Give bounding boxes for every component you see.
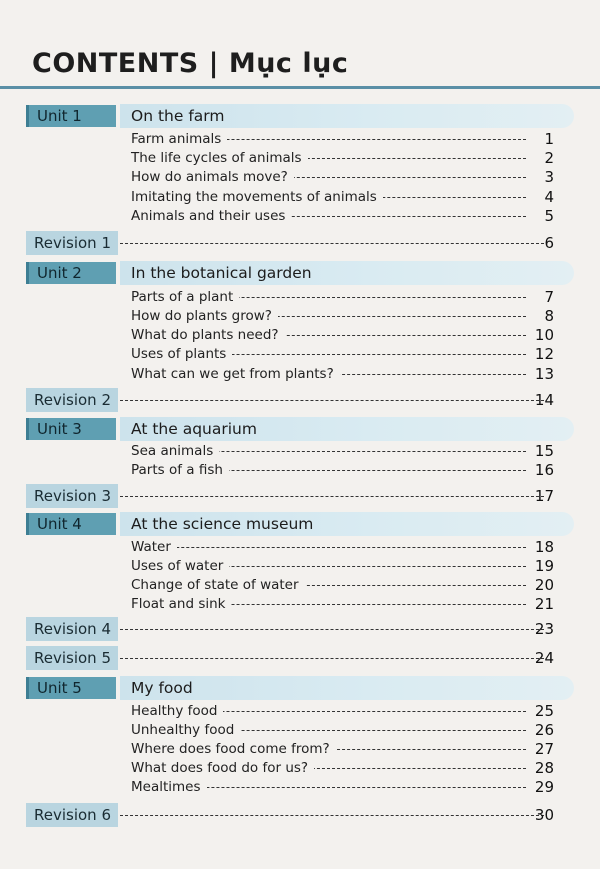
entry-label: Sea animals [131,441,219,461]
unit-badge: Unit 3 [26,418,116,440]
dash-leader [120,815,544,816]
entry-label: Healthy food [131,701,223,721]
toc-entry[interactable] [131,758,554,778]
unit-badge: Unit 5 [26,677,116,699]
entry-label: What does food do for us? [131,758,314,778]
revision-badge: Revision 2 [26,388,118,412]
revision-badge: Revision 6 [26,803,118,827]
entry-label: Animals and their uses [131,206,291,226]
entry-page: 7 [544,288,554,306]
entry-page: 10 [534,326,554,344]
entry-label: Imitating the movements of animals [131,187,383,207]
revision-row[interactable] [0,388,600,412]
entry-label: What do plants need? [131,325,285,345]
revision-page: 6 [544,234,554,252]
entry-page: 15 [534,442,554,460]
revision-row[interactable] [0,646,600,670]
entry-label: Change of state of water [131,575,305,595]
entry-page: 16 [534,461,554,479]
toc-entry[interactable] [131,187,554,207]
entry-label: Farm animals [131,129,227,149]
revision-badge: Revision 4 [26,617,118,641]
entry-page: 29 [534,778,554,796]
toc-entry[interactable] [131,441,554,461]
entry-label: Uses of plants [131,344,232,364]
title-rule [0,86,600,89]
entry-label: Parts of a fish [131,460,229,480]
entry-page: 25 [534,702,554,720]
unit-badge: Unit 2 [26,262,116,284]
entry-page: 19 [534,557,554,575]
toc-entry[interactable] [131,206,554,226]
toc-entry[interactable] [131,344,554,364]
toc-entry[interactable] [131,148,554,168]
toc-entry[interactable] [131,460,554,480]
toc-entry[interactable] [131,575,554,595]
toc-entry[interactable] [131,739,554,759]
revision-row[interactable] [0,617,600,641]
revision-page: 24 [534,649,554,667]
toc-entry[interactable] [131,777,554,797]
entry-page: 8 [544,307,554,325]
revision-page: 14 [534,391,554,409]
revision-row[interactable] [0,484,600,508]
entry-label: What can we get from plants? [131,364,340,384]
entry-page: 18 [534,538,554,556]
entry-page: 21 [534,595,554,613]
revision-badge: Revision 1 [26,231,118,255]
toc-entry[interactable] [131,594,554,614]
unit-title: At the aquarium [131,420,257,438]
revision-badge: Revision 5 [26,646,118,670]
entry-page: 5 [544,207,554,225]
entry-page: 4 [544,188,554,206]
entry-label: Where does food come from? [131,739,336,759]
toc-entry[interactable] [131,129,554,149]
toc-entry[interactable] [131,556,554,576]
unit-title: My food [131,679,193,697]
revision-row[interactable] [0,231,600,255]
unit-title: In the botanical garden [131,264,312,282]
unit-title: At the science museum [131,515,314,533]
entry-label: Water [131,537,177,557]
entry-page: 3 [544,168,554,186]
toc-entry[interactable] [131,364,554,384]
entry-label: Float and sink [131,594,231,614]
entry-page: 2 [544,149,554,167]
unit-badge: Unit 4 [26,513,116,535]
dash-leader [120,243,544,244]
dash-leader [120,496,544,497]
dash-leader [120,629,544,630]
toc-entry[interactable] [131,325,554,345]
entry-label: Parts of a plant [131,287,239,307]
toc-entry[interactable] [131,287,554,307]
entry-label: How do plants grow? [131,306,278,326]
unit-title: On the farm [131,107,225,125]
page-title: CONTENTS | Mục lục [32,48,349,79]
entry-page: 20 [534,576,554,594]
revision-row[interactable] [0,803,600,827]
entry-label: Uses of water [131,556,229,576]
entry-page: 27 [534,740,554,758]
entry-label: The life cycles of animals [131,148,308,168]
entry-label: Mealtimes [131,777,207,797]
entry-page: 1 [544,130,554,148]
toc-entry[interactable] [131,720,554,740]
entry-label: How do animals move? [131,167,294,187]
entry-page: 12 [534,345,554,363]
toc-entry[interactable] [131,306,554,326]
toc-entry[interactable] [131,167,554,187]
revision-badge: Revision 3 [26,484,118,508]
entry-label: Unhealthy food [131,720,240,740]
entry-page: 13 [534,365,554,383]
entry-page: 28 [534,759,554,777]
dash-leader [120,658,544,659]
revision-page: 30 [534,806,554,824]
dash-leader [131,547,526,548]
revision-page: 23 [534,620,554,638]
entry-page: 26 [534,721,554,739]
revision-page: 17 [534,487,554,505]
toc-entry[interactable] [131,537,554,557]
dash-leader [120,400,544,401]
unit-badge: Unit 1 [26,105,116,127]
toc-entry[interactable] [131,701,554,721]
